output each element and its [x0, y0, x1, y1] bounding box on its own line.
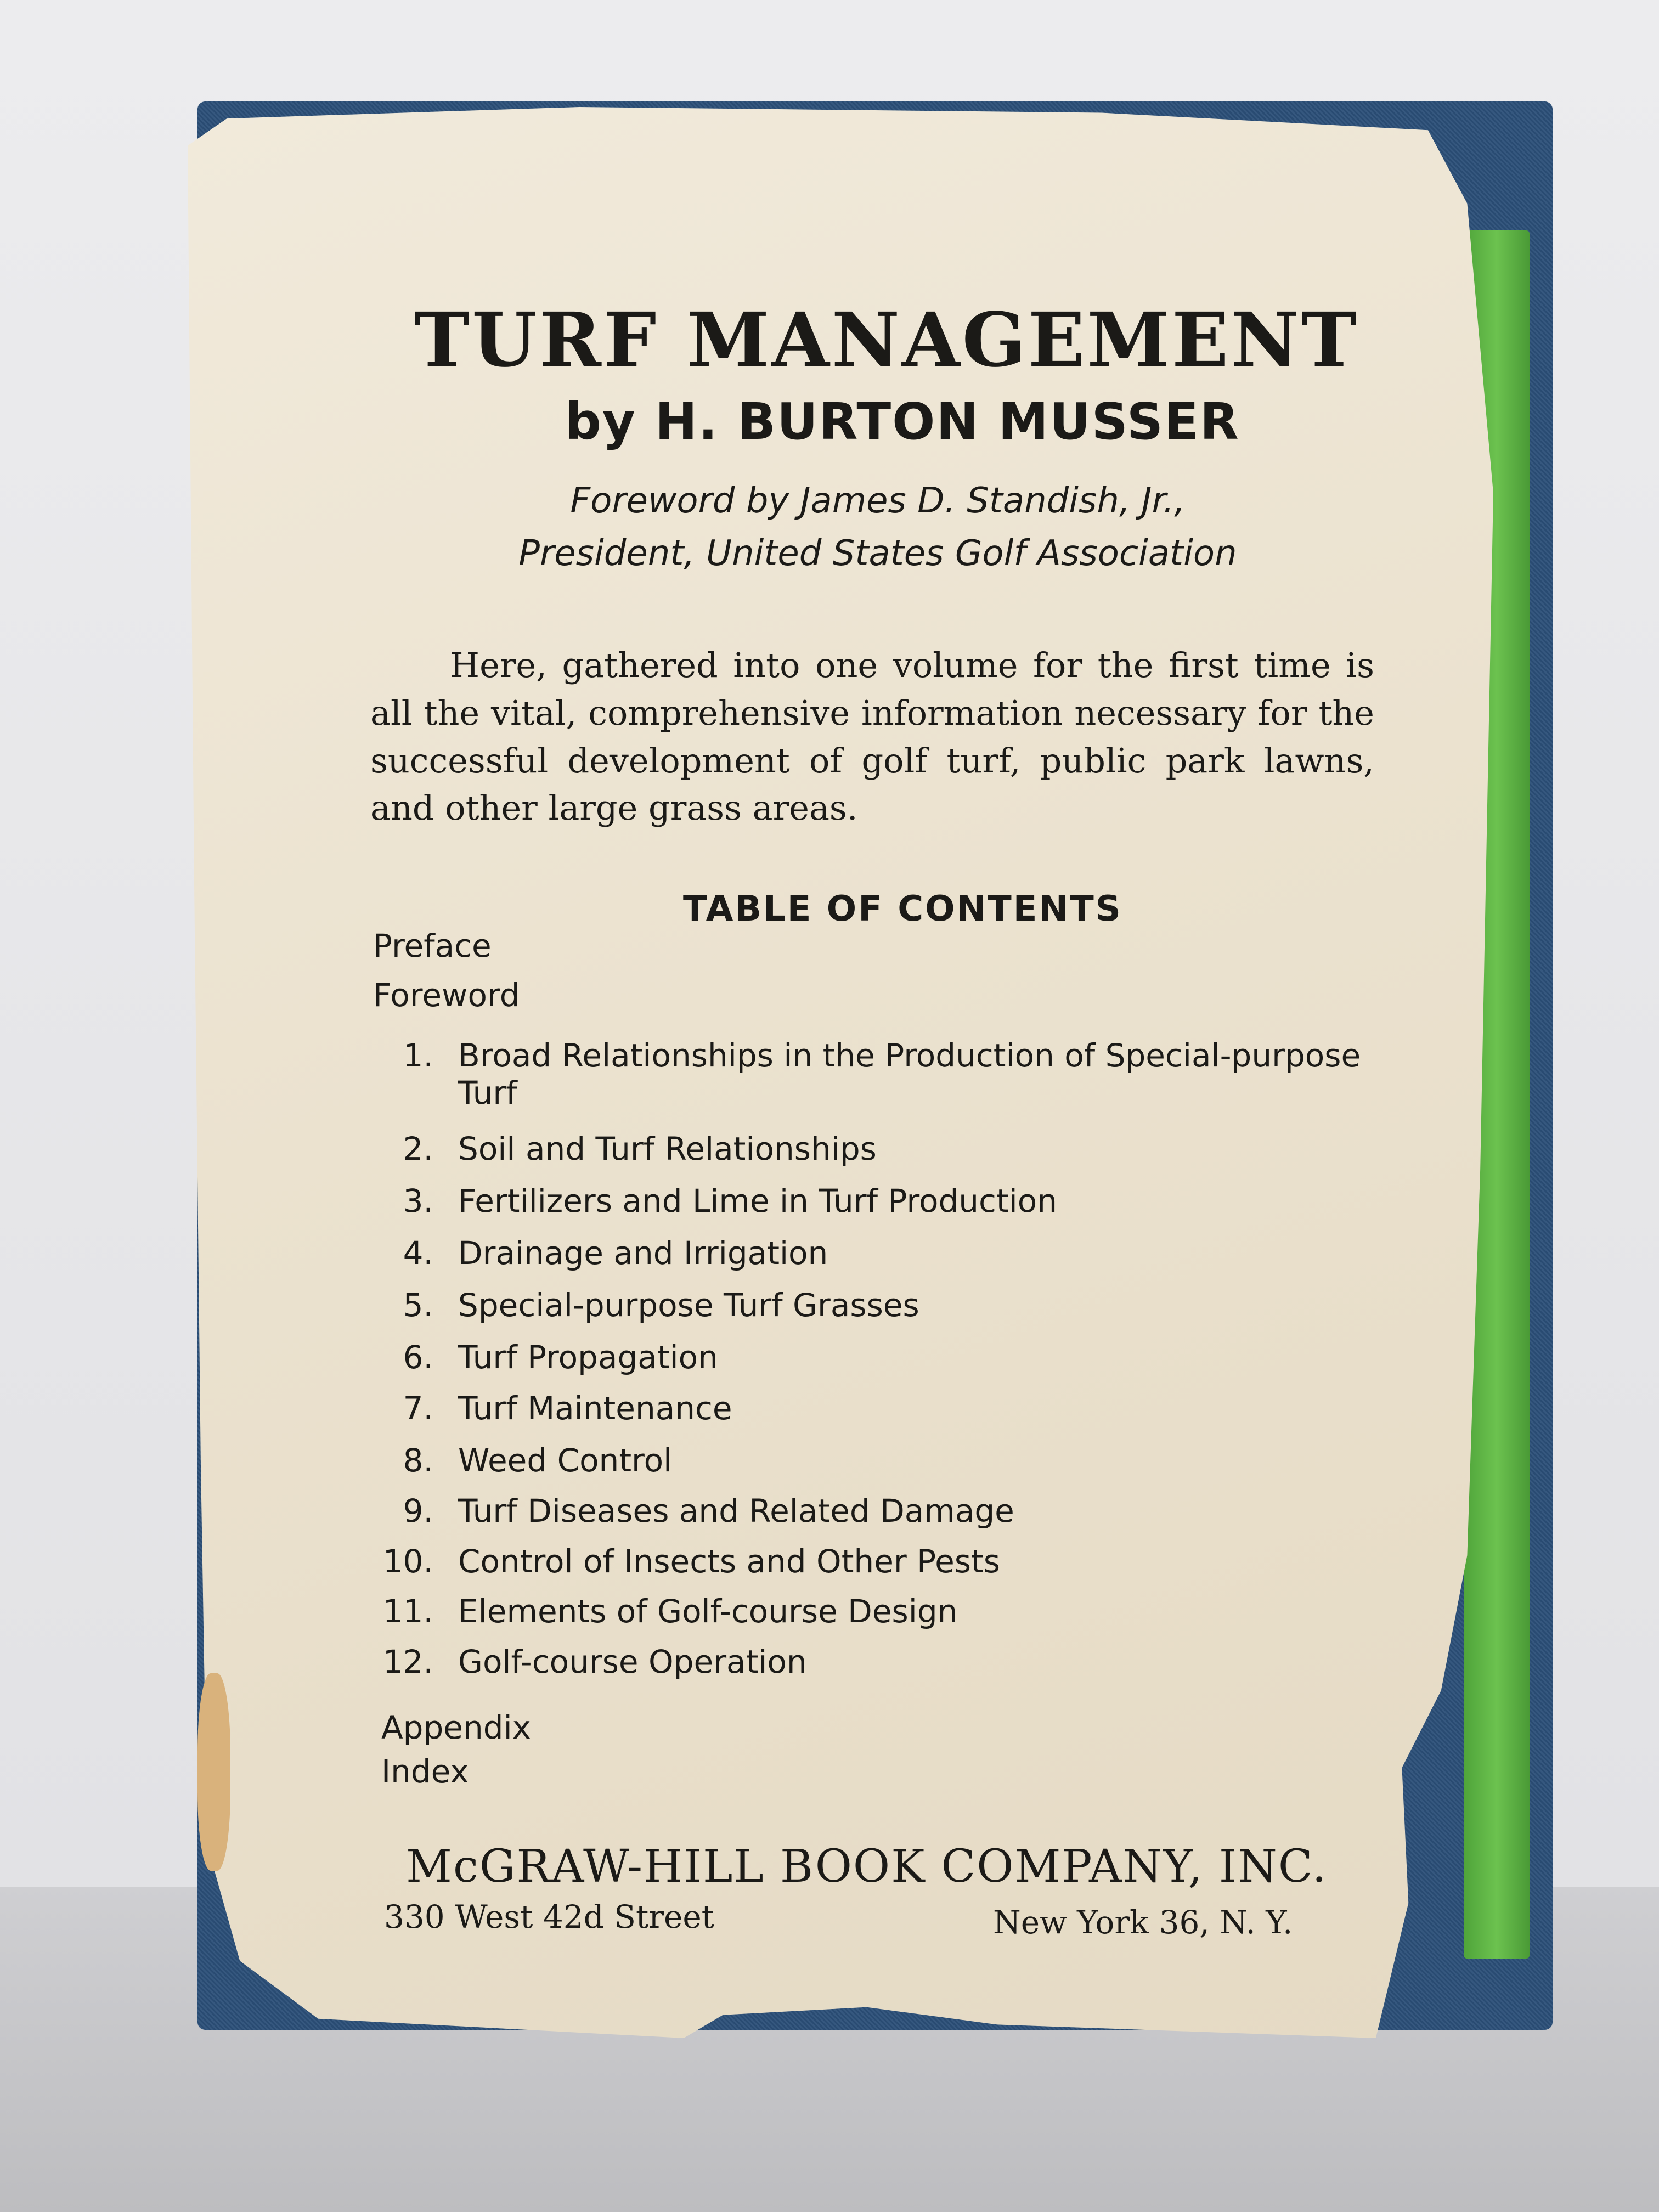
chapter-title: Control of Insects and Other Pests: [458, 1543, 1000, 1580]
chapter-title: Drainage and Irrigation: [458, 1234, 828, 1272]
chapter-title: Turf Propagation: [458, 1339, 718, 1376]
chapter-title: Broad Relationships in the Production of Special-purpose Turf: [458, 1037, 1361, 1112]
foreword-line-2: President, United States Golf Association: [518, 533, 1237, 574]
foreword-line-1: Foreword by James D. Standish, Jr.,: [570, 481, 1186, 521]
chapter-title: Golf-course Operation: [458, 1643, 807, 1680]
chapter-number: 9.: [403, 1492, 433, 1530]
publisher-city: New York 36, N. Y.: [993, 1904, 1293, 1941]
blurb-text: Here, gathered into one volume for the first time is all the vital, comprehensive information necessary for the successful development of golf turf, public park lawns, and other large grass areas.: [370, 645, 1374, 828]
toc-back-index: Index: [381, 1753, 469, 1790]
chapter-title: Soil and Turf Relationships: [458, 1130, 877, 1167]
chapter-number: 3.: [403, 1182, 433, 1220]
chapter-number: 11.: [382, 1593, 433, 1630]
chapter-title: Fertilizers and Lime in Turf Production: [458, 1182, 1058, 1220]
jacket-tear: [198, 1673, 230, 1871]
chapter-number: 5.: [403, 1286, 433, 1324]
chapter-number: 10.: [382, 1543, 433, 1580]
book-author: by H. BURTON MUSSER: [565, 392, 1240, 451]
book-blurb: [370, 642, 1374, 832]
toc-back-appendix: Appendix: [381, 1709, 532, 1746]
chapter-number: 12.: [382, 1643, 433, 1680]
chapter-title: Turf Maintenance: [458, 1390, 732, 1427]
chapter-title: Turf Diseases and Related Damage: [458, 1492, 1014, 1530]
foreword-credit: [477, 475, 1278, 580]
book-title: TURF MANAGEMENT: [414, 296, 1359, 384]
toc-heading: TABLE OF CONTENTS: [683, 889, 1122, 929]
toc-front-foreword: Foreword: [373, 977, 520, 1014]
chapter-title: Elements of Golf-course Design: [458, 1593, 958, 1630]
toc-front-preface: Preface: [373, 927, 492, 964]
chapter-number: 4.: [403, 1234, 433, 1272]
publisher-address: 330 West 42d Street: [384, 1898, 714, 1936]
chapter-number: 7.: [403, 1390, 433, 1427]
publisher-name: McGRAW-HILL BOOK COMPANY, INC.: [406, 1841, 1328, 1893]
chapter-number: 8.: [403, 1442, 433, 1479]
chapter-title: Special-purpose Turf Grasses: [458, 1286, 919, 1324]
chapter-title: Weed Control: [458, 1442, 673, 1479]
chapter-number: 2.: [403, 1130, 433, 1167]
chapter-number: 6.: [403, 1339, 433, 1376]
chapter-number: 1.: [403, 1037, 433, 1074]
